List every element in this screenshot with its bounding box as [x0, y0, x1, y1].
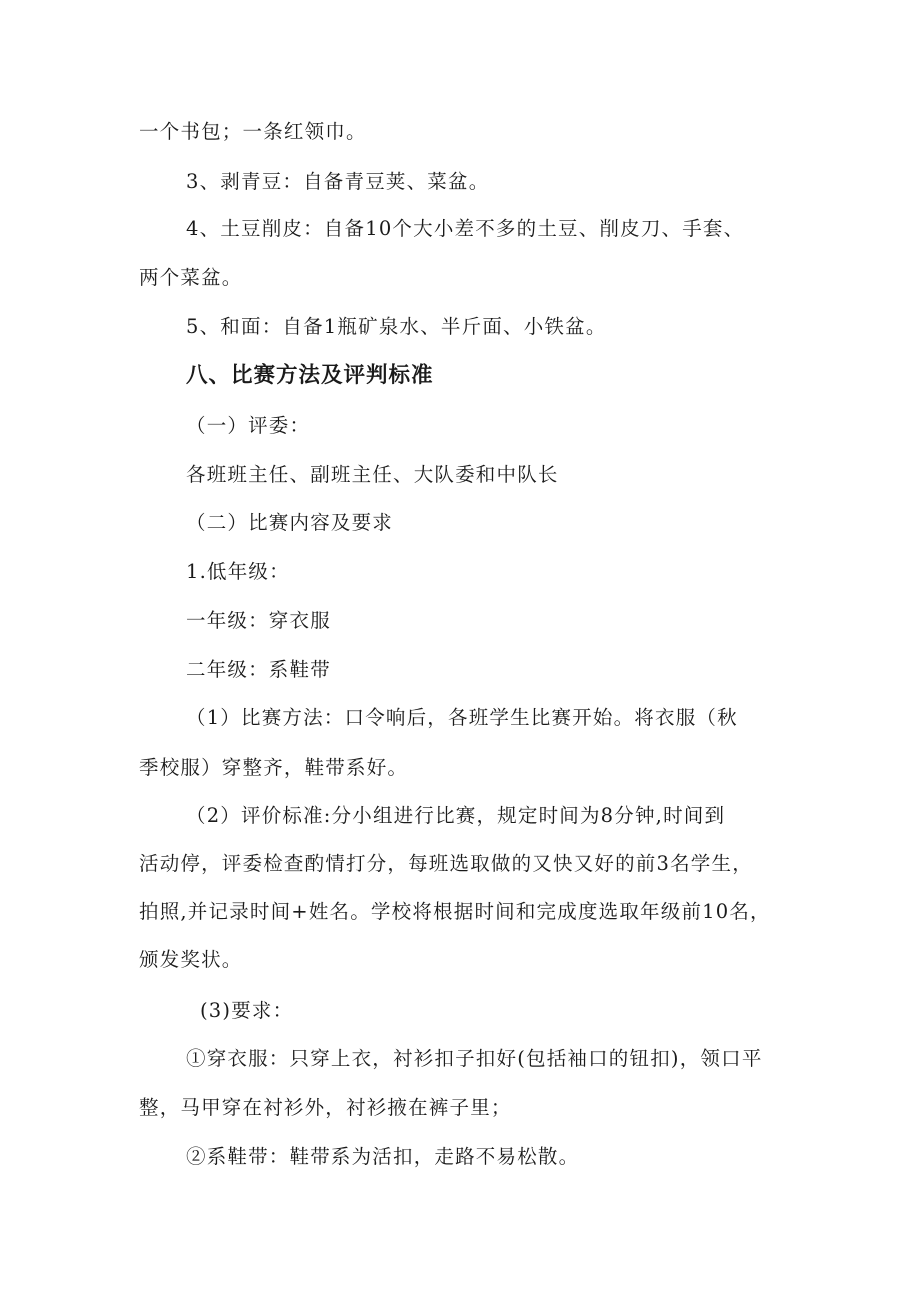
section-heading-methods: 八、比赛方法及评判标准 [186, 363, 434, 388]
text-line-dough: 5、和面：自备1瓶矿泉水、半斤面、小铁盆。 [186, 315, 607, 338]
text-line-grade-one: 一年级：穿衣服 [186, 609, 331, 632]
text-line-bag-scarf: 一个书包；一条红领巾。 [139, 120, 367, 143]
text-line-criteria: （2）评价标准:分小组进行比赛，规定时间为8分钟,时间到 [186, 804, 726, 827]
text-line-dress-req-cont: 整，马甲穿在衬衫外，衬衫掖在裤子里； [139, 1096, 512, 1119]
text-line-method-cont: 季校服）穿整齐，鞋带系好。 [139, 756, 409, 779]
text-line-dress-req: ①穿衣服：只穿上衣，衬衫扣子扣好(包括袖口的钮扣)，领口平 [186, 1047, 763, 1070]
text-line-requirements: (3)要求： [200, 999, 294, 1022]
text-line-shoelace-req: ②系鞋带：鞋带系为活扣，走路不易松散。 [186, 1145, 580, 1168]
text-line-method: （1）比赛方法：口令响后，各班学生比赛开始。将衣服（秋 [186, 706, 738, 729]
text-line-criteria-cont-2: 拍照,并记录时间+姓名。学校将根据时间和完成度选取年级前10名， [139, 900, 771, 923]
text-line-criteria-cont-1: 活动停，评委检查酌情打分，每班选取做的又快又好的前3名学生， [139, 852, 753, 875]
text-line-peel-beans: 3、剥青豆：自备青豆荚、菜盆。 [186, 170, 490, 193]
text-line-judges: 各班班主任、副班主任、大队委和中队长 [186, 463, 559, 486]
subheading-contents: （二）比赛内容及要求 [186, 511, 394, 534]
text-line-basins: 两个菜盆。 [139, 266, 243, 289]
text-line-peel-potato: 4、土豆削皮：自备10个大小差不多的土豆、削皮刀、手套、 [186, 217, 745, 240]
text-line-lower-grades: 1.低年级： [186, 560, 290, 583]
text-line-grade-two: 二年级：系鞋带 [186, 658, 331, 681]
subheading-judges: （一）评委： [186, 414, 311, 437]
text-line-criteria-cont-3: 颁发奖状。 [139, 948, 243, 971]
